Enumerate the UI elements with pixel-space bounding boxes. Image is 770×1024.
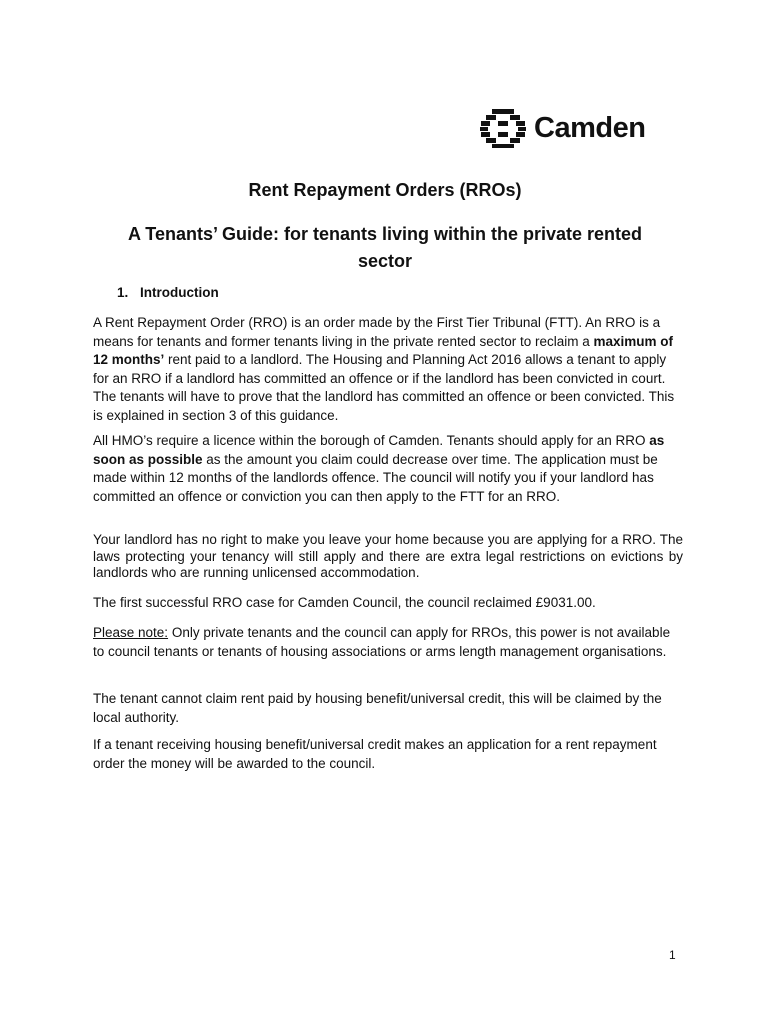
page-number: 1 — [669, 948, 676, 962]
paragraph-text: rent paid to a landlord. The Housing and Planning Act 2016 allows a tenant to apply for an RRO if a landlord has committed an offence or if the landlord has been convicted in court. The tenants will have to prove that the landlord has committed an offence or been convicted. This is explained in section 3 of this guidance. — [93, 352, 675, 423]
emphasis-text: maximum of 12 months’ — [93, 333, 674, 367]
paragraph-text: Only private tenants and the council can apply for RROs, this power is not available to council tenants or tenants of housing associations or arms length management organisations. — [93, 625, 671, 659]
paragraph-award-to-council: If a tenant receiving housing benefit/universal credit makes an application for a rent repayment order the money will be awarded to the council. — [93, 737, 657, 771]
note-label: Please note: — [93, 625, 169, 640]
camden-logo — [478, 108, 645, 148]
paragraph-housing-benefit: The tenant cannot claim rent paid by housing benefit/universal credit, this will be claimed by the local authority. — [93, 691, 662, 725]
paragraph-hmo-licence — [93, 432, 683, 506]
logo-text: Camden — [534, 111, 646, 144]
document-subtitle: A Tenants’ Guide: for tenants living within the private rented sector — [127, 224, 643, 271]
paragraph-first-case: The first successful RRO case for Camden Council, the council reclaimed £9031.00. — [93, 595, 596, 610]
section-number: 1. — [117, 285, 129, 300]
camden-logo-icon — [478, 108, 528, 148]
paragraph-please-note — [93, 624, 683, 661]
paragraph-text: A Rent Repayment Order (RRO) is an order made by the First Tier Tribunal (FTT). An RRO is a means for tenants and former tenants living in the private rented sector to reclaim a — [93, 315, 661, 349]
paragraph-text: All HMO’s require a licence within the borough of Camden. Tenants should apply for an RRO — [93, 433, 650, 448]
emphasis-text: as soon as possible — [93, 433, 665, 467]
paragraph-text: as the amount you claim could decrease over time. The application must be made within 12 months of the landlords offence. The council will notify you if your landlord has committed an offence or conviction you can then apply to the FTT for an RRO. — [93, 451, 658, 504]
document-title: Rent Repayment Orders (RROs) — [248, 180, 522, 200]
section-title: Introduction — [140, 285, 219, 300]
paragraph-intro — [93, 314, 683, 425]
section-heading — [117, 285, 219, 300]
paragraph-tenancy-protection: Your landlord has no right to make you leave your home because you are applying for a RRO. The laws protecting your tenancy will still apply and there are extra legal restrictions on evictions by landlords who are running unlicensed accommodation. — [93, 532, 683, 580]
